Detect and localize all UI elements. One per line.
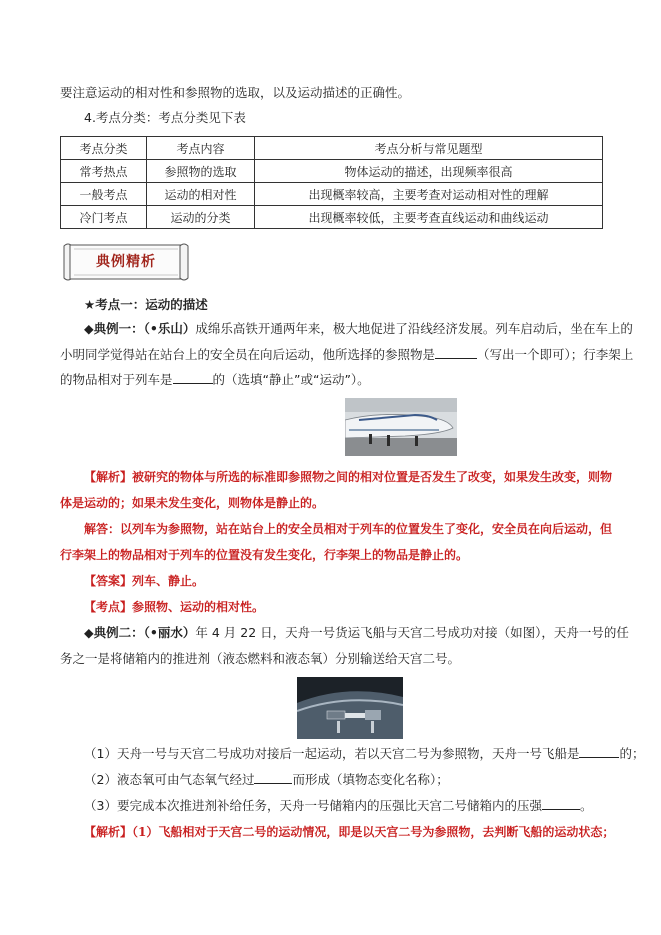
- example2-analysis: [84, 822, 629, 842]
- table-row: [61, 160, 603, 183]
- example-text: 小明同学觉得站在站台上的安全员在向后运动，他所选择的参照物是: [60, 347, 436, 362]
- example-prefix: ◆典例一：: [84, 321, 144, 336]
- answer-blank: [173, 370, 213, 384]
- table-cell: 常考热点: [61, 160, 147, 183]
- analysis-text: （1）飞船相对于天宫二号的运动情况，即是以天宫二号为参照物，去判断飞船的运动状态；: [132, 825, 615, 839]
- answer-blank: [579, 744, 619, 758]
- answer-blank: [542, 796, 580, 810]
- example1-analysis-b: 体是运动的；如果未发生变化，则物体是静止的。: [60, 496, 325, 510]
- table-cell: 冷门考点: [61, 206, 147, 229]
- analysis-text: 被研究的物体与所选的标准即参照物之间的相对位置是否发生了改变，如果发生改变，则物: [132, 470, 613, 484]
- table-cell: 出现概率较低，主要考查直线运动和曲线运动: [255, 206, 603, 229]
- example-text: （写出一个即可）；行李架上: [477, 347, 634, 362]
- example1-analysis-a: [84, 467, 629, 487]
- analysis-label: 【解析】: [84, 825, 133, 839]
- example2-line-a: [84, 623, 629, 643]
- example-text: 的（选填“静止”或“运动”）。: [212, 372, 370, 387]
- example1-key: [84, 571, 629, 591]
- table-header: 考点分类: [61, 137, 147, 160]
- example1-line-c: [60, 370, 605, 390]
- question-text: （3）要完成本次推进剂补给任务，天舟一号储箱内的压强比天宫二号储箱内的压强: [84, 798, 542, 813]
- table-header-row: [61, 137, 603, 160]
- table-row: [61, 206, 603, 229]
- example1-line-a: [84, 319, 633, 339]
- example1-line-b: [60, 345, 634, 365]
- table-cell: 运动的相对性: [147, 183, 255, 206]
- example2-line-b: 务之一是将储箱内的推进剂（液态燃料和液态氧）分别输送给天宫二号。: [60, 651, 461, 666]
- table-cell: 物体运动的描述，出现频率很高: [255, 160, 603, 183]
- example-source: （•丽水）: [143, 625, 196, 640]
- kaodian-heading: 4.考点分类：考点分类见下表: [84, 110, 246, 125]
- key-text: 列车、静止。: [132, 574, 205, 588]
- question-2: [84, 770, 629, 790]
- point-text: 参照物、运动的相对性。: [132, 600, 265, 614]
- table-row: [61, 183, 603, 206]
- table-cell: 参照物的选取: [147, 160, 255, 183]
- question-text: （1）天舟一号与天宫二号成功对接后一起运动，若以天宫二号为参照物，天舟一号飞船是: [84, 746, 580, 761]
- table-header: 考点内容: [147, 137, 255, 160]
- kaodian-table: [60, 136, 603, 229]
- example-prefix: ◆典例二：: [84, 625, 144, 640]
- train-photo: [345, 398, 457, 456]
- answer-blank: [254, 770, 292, 784]
- question-text: （2）液态氧可由气态氧气经过: [84, 772, 255, 787]
- question-text: 的；: [619, 746, 645, 761]
- question-text: 。: [579, 798, 593, 813]
- section-banner: [58, 241, 194, 283]
- banner-label: 典例精析: [96, 254, 156, 270]
- question-text: 而形成（填物态变化名称）；: [292, 772, 449, 787]
- intro-line: 要注意运动的相对性和参照物的选取，以及运动描述的正确性。: [60, 85, 411, 100]
- example-text: 的物品相对于列车是: [60, 372, 173, 387]
- question-3: [84, 796, 629, 816]
- kaodian1-title: ★考点一：运动的描述: [84, 297, 208, 312]
- example-text: 成绵乐高铁开通两年来，极大地促进了沿线经济发展。列车启动后，坐在车上的: [195, 321, 633, 336]
- table-cell: 出现概率较高，主要考查对运动相对性的理解: [255, 183, 603, 206]
- answer-blank: [435, 345, 477, 359]
- example-source: （•乐山）: [143, 321, 196, 336]
- example-text: 年 4 月 22 日，天舟一号货运飞船与天宫二号成功对接（如图），天舟一号的任: [195, 625, 629, 640]
- table-cell: 运动的分类: [147, 206, 255, 229]
- table-header: 考点分析与常见题型: [255, 137, 603, 160]
- example1-answer-b: 行李架上的物品相对于列车的位置没有发生变化，行李架上的物品是静止的。: [60, 548, 469, 562]
- space-station-photo: [297, 677, 403, 739]
- table-cell: 一般考点: [61, 183, 147, 206]
- example1-answer-a: 解答：以列车为参照物，站在站台上的安全员相对于列车的位置发生了变化，安全员在向后运动，但: [84, 522, 613, 536]
- key-label: 【答案】: [84, 574, 133, 588]
- analysis-label: 【解析】: [84, 470, 133, 484]
- question-1: [84, 744, 645, 764]
- example1-point: [84, 597, 629, 617]
- point-label: 【考点】: [84, 600, 133, 614]
